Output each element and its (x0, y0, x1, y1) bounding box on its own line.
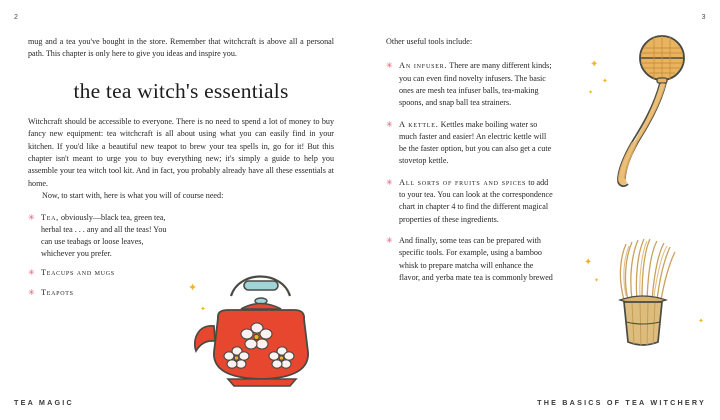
star-icon: ✦ (200, 305, 206, 313)
left-paragraph-2: Now, to start with, here is what you will of course need: (42, 191, 224, 201)
list-item-lead-in: Tea, (41, 212, 59, 222)
page-number-right: 3 (701, 14, 706, 21)
list-item (386, 119, 554, 168)
page-number-left: 2 (14, 14, 19, 21)
list-item-text: There are many different kinds; you can even find novelty infusers. The basic ones are mesh tea infuser balls, tea-making spoons, and snap ball tea strainers. (399, 61, 552, 108)
chapter-title: the tea witch's essentials (73, 78, 289, 103)
star-icon: ✦ (590, 59, 599, 70)
useful-tools-list (386, 60, 554, 284)
whisk-svg (582, 222, 706, 352)
essentials-list (28, 212, 178, 299)
list-item-lead-in: An infuser. (399, 61, 448, 71)
star-icon: ✦ (594, 277, 600, 284)
kettle-svg (184, 248, 334, 398)
right-page (360, 0, 720, 420)
star-icon: ✦ (602, 77, 608, 85)
list-item-text: Kettles make boiling water so much faster and easier! An electric kettle will be the faster option, but you can also get a cute stovetop kettle. (399, 119, 552, 166)
list-item (28, 267, 178, 279)
list-item-lead-in: Teapots (41, 287, 74, 297)
list-item-lead-in: All sorts of fruits and spices (399, 177, 527, 187)
footer-left: TEA MAGIC (14, 398, 74, 407)
asterisk-icon: ✳ (386, 61, 393, 71)
star-icon: ✦ (188, 281, 198, 294)
left-intro-block (28, 36, 334, 61)
footer-right: THE BASICS OF TEA WITCHERY (537, 398, 706, 407)
asterisk-icon: ✳ (386, 235, 393, 245)
matcha-whisk-illustration (582, 222, 706, 352)
infuser-svg (588, 26, 708, 196)
asterisk-icon: ✳ (386, 119, 393, 129)
list-item-text: obviously—black tea, green tea, herbal tea . . . any and all the teas! You can use teabags or loose leaves, whichever you prefer. (41, 212, 167, 259)
asterisk-icon: ✳ (28, 287, 35, 297)
left-intro-paragraph: mug and a tea you've bought in the store. Remember that witchcraft is above all a personal path. This chapter is only here to give you ideas and inspire you. (28, 37, 334, 59)
star-icon: ✦ (584, 257, 593, 268)
list-item-text: to add to your tea. You can look at the correspondence chart in chapter 4 to find the different magical properties of these ingredients. (399, 177, 553, 224)
list-item (386, 177, 554, 226)
list-item (28, 212, 178, 261)
asterisk-icon: ✳ (28, 212, 35, 222)
list-item-text: And finally, some teas can be prepared with specific tools. For example, using a bamboo whisk to prepare matcha will enhance the flavor, and yerba mate tea is commonly brewed (399, 235, 553, 282)
red-kettle-illustration (184, 248, 334, 398)
right-intro-paragraph: Other useful tools include: (386, 37, 473, 46)
list-item (386, 235, 554, 284)
star-icon: ✦ (698, 317, 704, 325)
tea-infuser-illustration (588, 26, 708, 196)
list-item-lead-in: Teacups and mugs (41, 268, 115, 278)
star-icon: ✦ (588, 89, 594, 96)
asterisk-icon: ✳ (28, 268, 35, 278)
asterisk-icon: ✳ (386, 177, 393, 187)
list-item-lead-in: A kettle. (399, 119, 439, 129)
left-paragraph-1: Witchcraft should be accessible to everyone. There is no need to spend a lot of money to buy fancy new equipment: tea witchcraft is all about using what you can easily find in your kitchen. If you'd like a beautiful new teapot to brew your tea spells in, go for it! But this chapter isn't meant to urge you to buy everything new; it's simply a guide to help you assemble your tea witch tool kit. And in fact, you probably already have all these essentials at home. (28, 116, 334, 188)
list-item (28, 287, 178, 299)
list-item (386, 60, 554, 109)
